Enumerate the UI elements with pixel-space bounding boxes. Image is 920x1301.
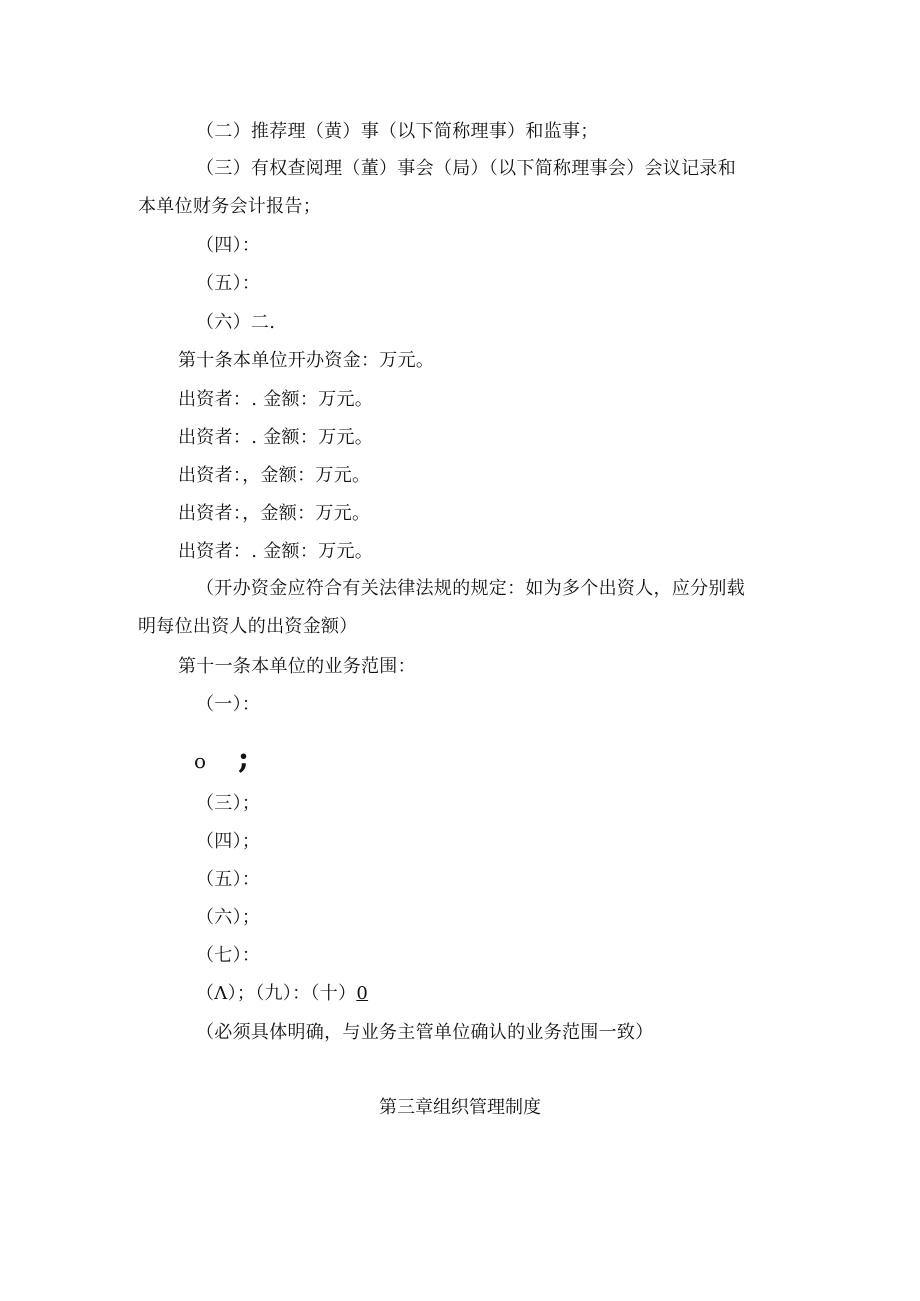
- artifact-glyphs: [194, 742, 249, 778]
- text-line: （二）推荐理（黄）事（以下简称理事）和监事；: [196, 121, 599, 142]
- text-line: 第十一条本单位的业务范围：: [178, 656, 416, 677]
- text-line: [196, 982, 368, 1006]
- text-line: （四）：: [196, 235, 261, 256]
- text-line: （四）；: [196, 831, 261, 852]
- text-line: （五）：: [196, 869, 261, 890]
- text-segment: （Λ）；（九）：（十）: [196, 983, 357, 1004]
- text-line: （七）：: [196, 945, 261, 966]
- circle-glyph: o: [194, 749, 207, 773]
- text-line: 出资者：，金额：万元。: [178, 503, 371, 524]
- text-line: （五）：: [196, 273, 261, 294]
- text-line: 第十条本单位开办资金：万元。: [178, 350, 435, 371]
- text-line: （三）；: [196, 793, 261, 814]
- text-line: 出资者：. 金额：万元。: [178, 427, 374, 448]
- text-line: 出资者：. 金额：万元。: [178, 389, 374, 410]
- text-line: 出资者：. 金额：万元。: [178, 541, 374, 562]
- text-line: （开办资金应符合有关法律法规的规定：如为多个出资人，应分别载: [196, 578, 745, 599]
- underlined-digit: 0: [356, 983, 369, 1004]
- text-line: （六）；: [196, 907, 261, 928]
- text-line: （六）二.: [196, 312, 276, 333]
- text-line: （必须具体明确，与业务主管单位确认的业务范围一致）: [196, 1022, 654, 1043]
- text-line: 本单位财务会计报告；: [138, 196, 321, 217]
- text-line: 明每位出资人的出资金额）: [138, 616, 358, 637]
- text-line: （一）：: [196, 694, 261, 715]
- semicolon-glyph: ;: [238, 741, 250, 776]
- chapter-heading: 第三章组织管理制度: [379, 1097, 541, 1118]
- text-line: （三）有权查阅理（董）事会（局）（以下简称理事会）会议记录和: [196, 158, 736, 179]
- text-line: 出资者：，金额：万元。: [178, 465, 371, 486]
